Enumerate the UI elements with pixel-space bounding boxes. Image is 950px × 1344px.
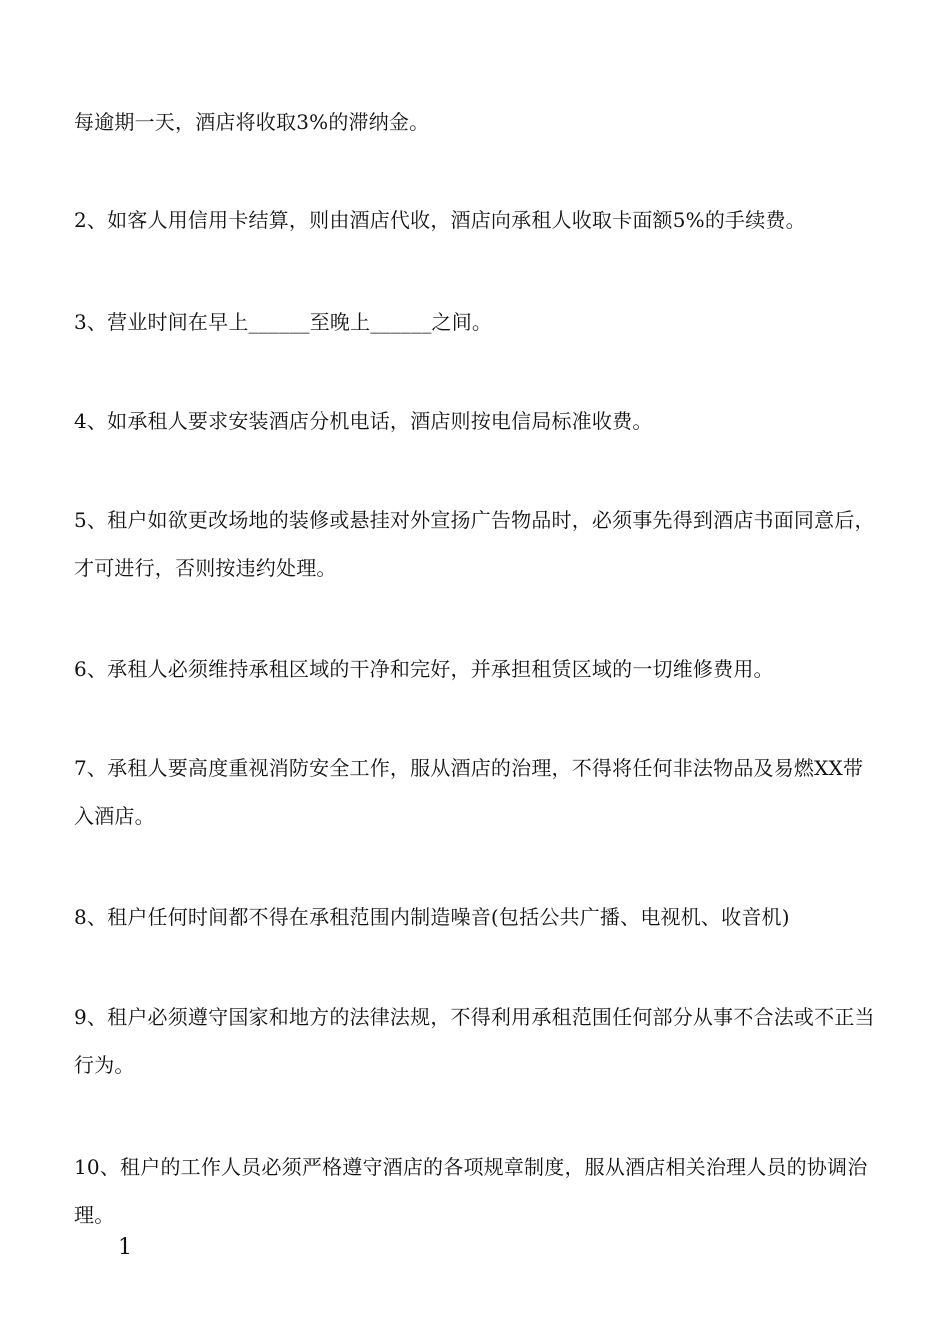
paragraph-noise-rule: 8、租户任何时间都不得在承租范围内制造噪音(包括公共广播、电视机、收音机) [74, 905, 790, 929]
paragraph-business-hours: 3、营业时间在早上______至晚上______之间。 [74, 310, 493, 334]
paragraph-law-compliance: 9、租户必须遵守国家和地方的法律法规，不得利用承租范围任何部分从事不合法或不正当行为。 [74, 1005, 875, 1077]
paragraph-phone-extension: 4、如承租人要求安装酒店分机电话，酒店则按电信局标准收费。 [74, 409, 653, 433]
paragraph-maintenance: 6、承租人必须维持承租区域的干净和完好，并承担租赁区域的一切维修费用。 [74, 657, 774, 681]
page-number: 1 [118, 1235, 132, 1260]
paragraph-credit-card-fee: 2、如客人用信用卡结算，则由酒店代收，酒店向承租人收取卡面额5%的手续费。 [74, 208, 806, 232]
paragraph-renovation-advertising: 5、租户如欲更改场地的装修或悬挂对外宣扬广告物品时，必须事先得到酒店书面同意后，才可进行，否则按违约处理。 [74, 508, 875, 580]
paragraph-staff-rules: 10、租户的工作人员必须严格遵守酒店的各项规章制度，服从酒店相关治理人员的协调治理。 [74, 1155, 868, 1227]
paragraph-fire-safety: 7、承租人要高度重视消防安全工作，服从酒店的治理，不得将任何非法物品及易燃XX带入酒店。 [74, 756, 864, 828]
paragraph-late-fee: 每逾期一天，酒店将收取3%的滞纳金。 [74, 110, 430, 134]
